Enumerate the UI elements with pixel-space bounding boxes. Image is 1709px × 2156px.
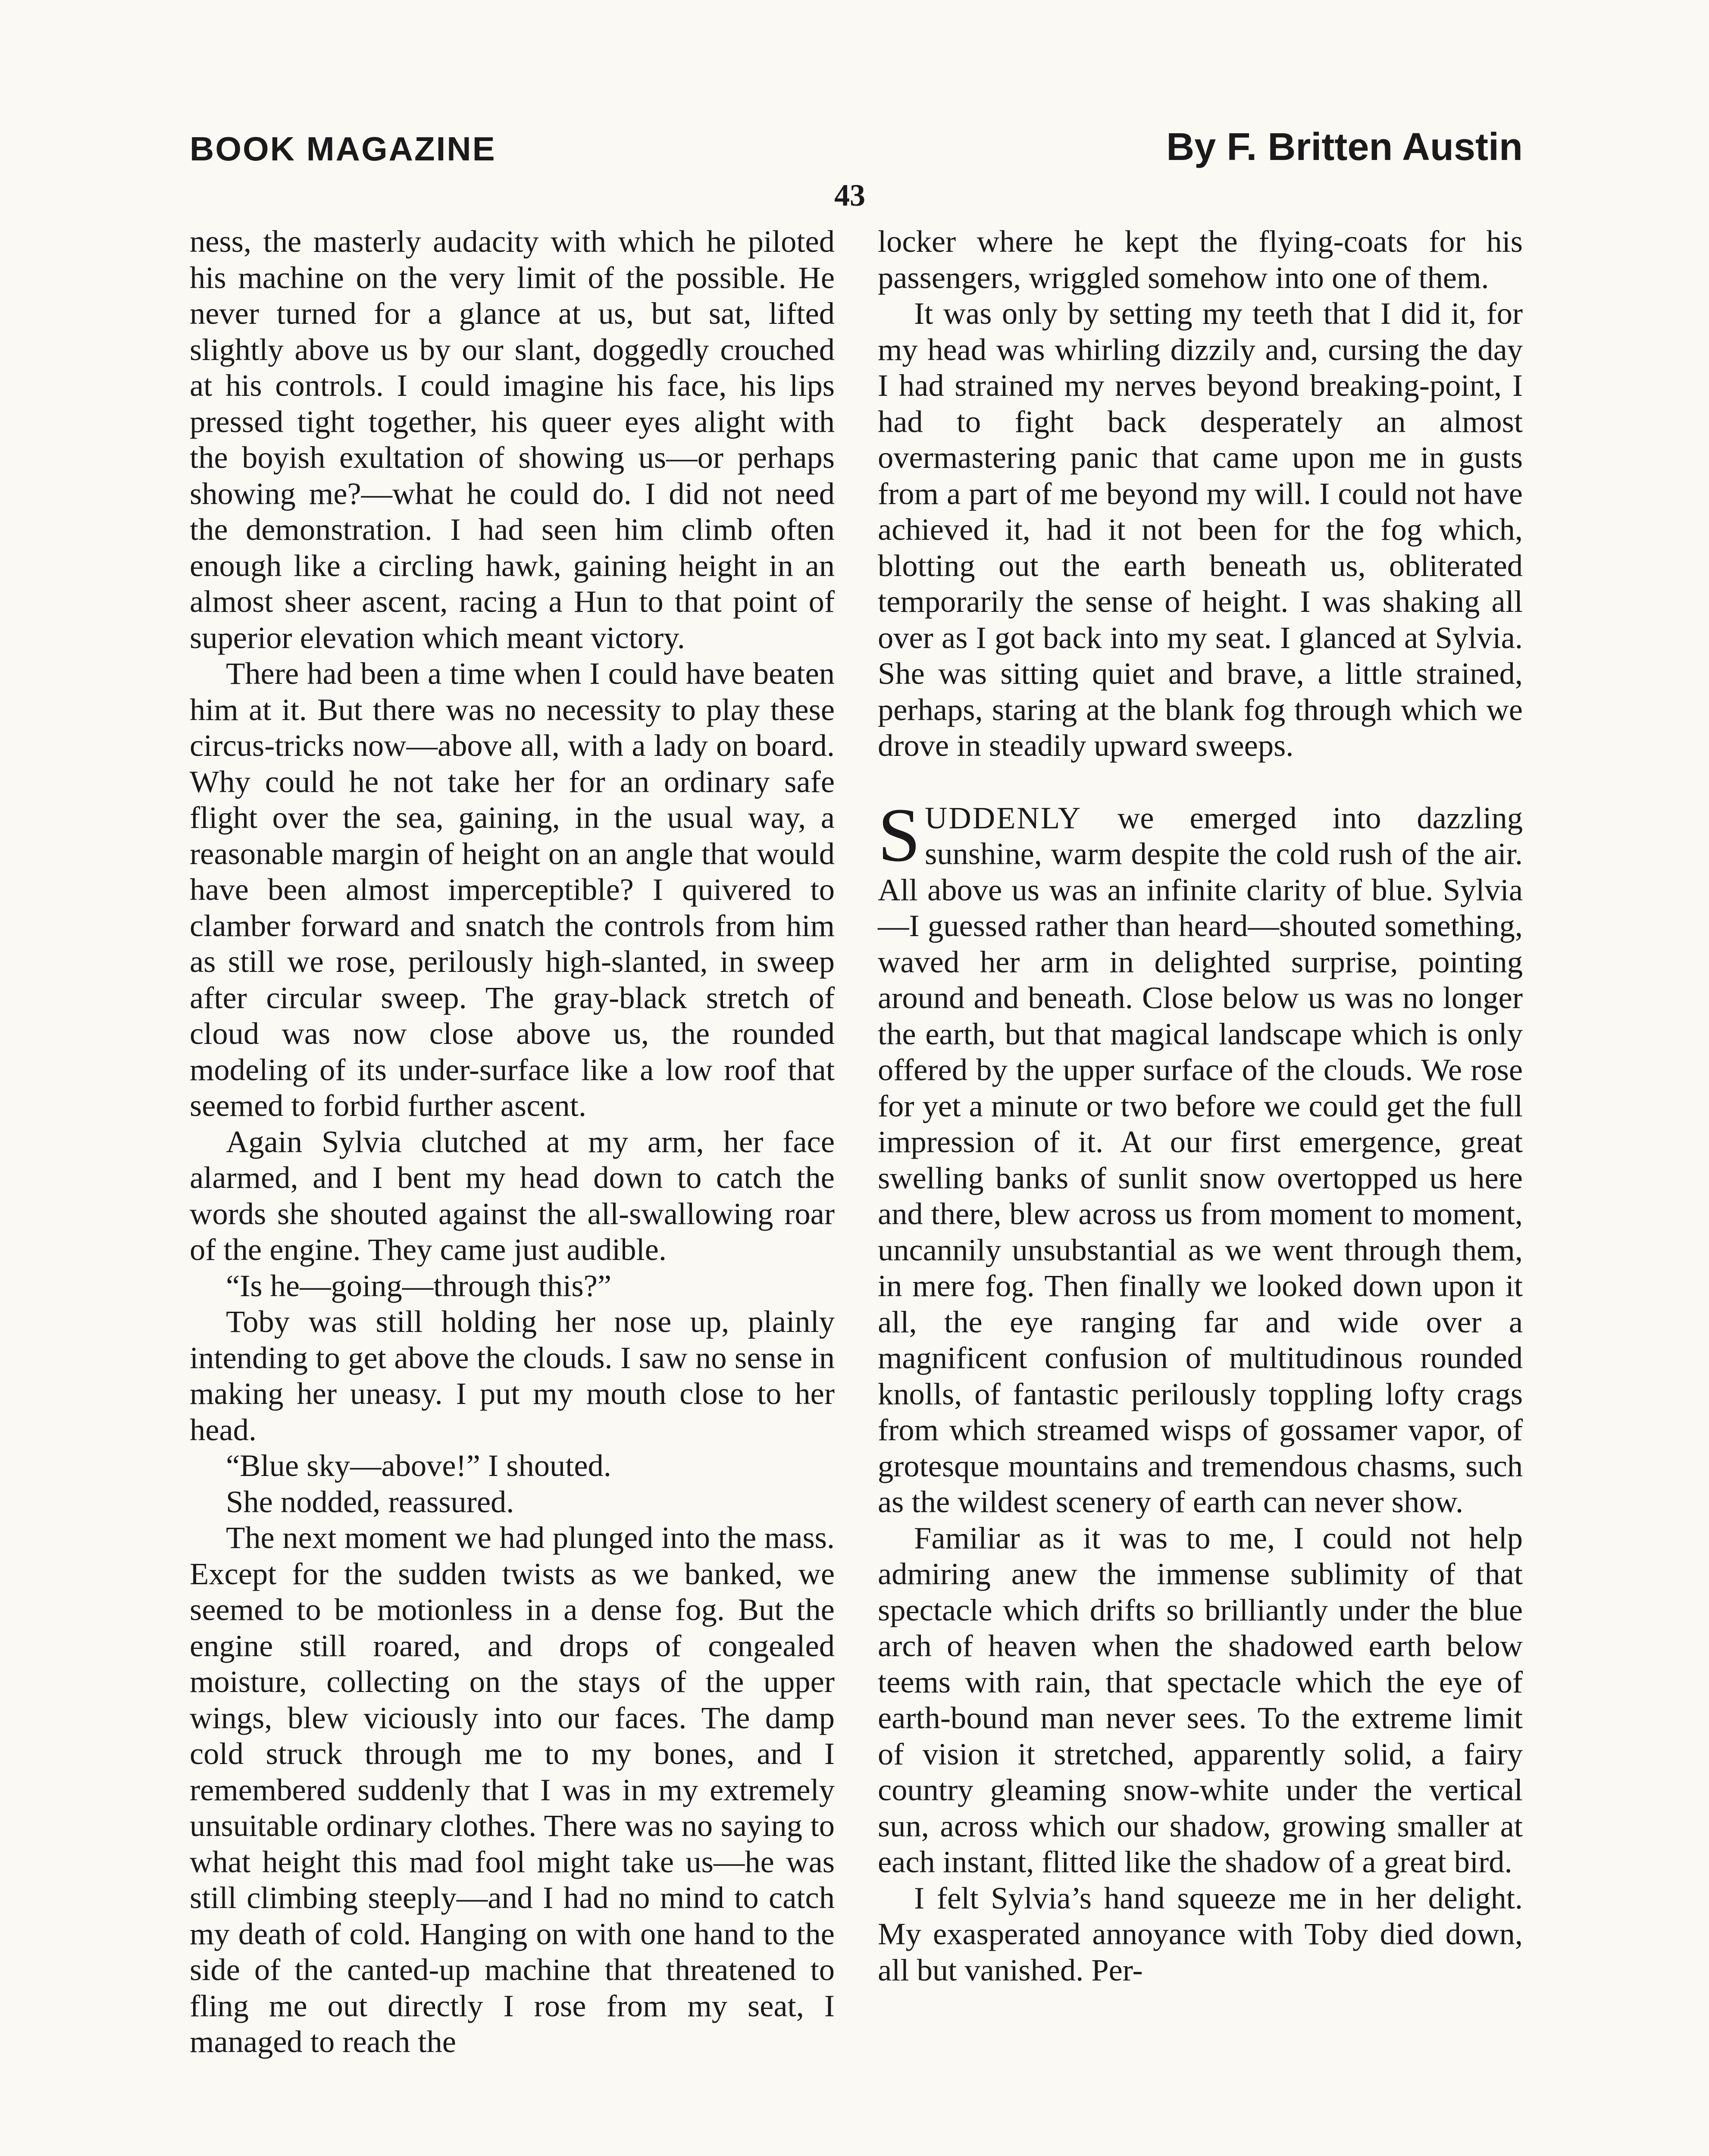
paragraph: ness, the masterly audacity with which he piloted his machine on the very limit of the possible. He never turned for a glance at us, but sat, lifted slightly above us by our slant, doggedly crouched at his controls. I could imagine his face, his lips pressed tight together, his queer eyes alight with the boyish exultation of showing us—or perhaps showing me?—what he could do. I did not need the demonstration. I had seen him climb often enough like a circling hawk, gaining height in an almost sheer ascent, racing a Hun to that point of superior elevation which meant victory.	[190, 224, 835, 655]
paragraph: Toby was still holding her nose up, plainly intending to get above the clouds. I saw no sense in making her uneasy. I put my mouth close to her head.	[190, 1304, 835, 1447]
paragraph: The next moment we had plunged into the mass. Except for the sudden twists as we banked, we seemed to be motionless in a dense fog. But the engine still roared, and drops of congealed moisture, collecting on the stays of the upper wings, blew viciously into our faces. The damp cold struck through me to my bones, and I remembered suddenly that I was in my extremely unsuitable ordinary clothes. There was no saying to what height this mad fool might take us—he was still climbing steeply—and I had no mind to catch my death of cold. Hanging on with one hand to the side of the canted-up machine that threatened to fling me out directly I rose from my seat, I managed to reach the	[190, 1520, 835, 2059]
section-opening-paragraph	[878, 792, 1523, 1520]
smallcaps-lead: UDDENLY	[925, 800, 1082, 835]
paragraph: “Is he—going—through this?”	[226, 1268, 612, 1303]
paragraph: locker where he kept the flying-coats for his passengers, wriggled somehow into one of them.	[878, 224, 1523, 295]
right-column	[878, 223, 1523, 1988]
paragraph: There had been a time when I could have beaten him at it. But there was no necessity to play these circus-tricks now—above all, with a lady on board. Why could he not take her for an ordinary safe flight over the sea, gaining, in the usual way, a reasonable margin of height on an angle that would have been almost imperceptible? I quivered to clamber forward and snatch the controls from him as still we rose, perilously high-slanted, in sweep after circular sweep. The gray-black stretch of cloud was now close above us, the rounded modeling of its under-surface like a low roof that seemed to forbid further ascent.	[190, 656, 835, 1123]
paragraph-text: we emerged into dazzling sunshine, warm despite the cold rush of the air. All above us was an infinite clarity of blue. Sylvia—I guessed rather than heard—shouted something, waved her arm in delighted surprise, pointing around and beneath. Close below us was no longer the earth, but that magical landscape which is only offered by the upper surface of the clouds. We rose for yet a minute or two before we could get the full impression of it. At our first emergence, great swelling banks of sunlit snow overtopped us here and there, blew across us from moment to moment, uncannily unsubstantial as we went through them, in mere fog. Then finally we looked down upon it all, the eye ranging far and wide over a magnificent confusion of multitudinous rounded knolls, of fantastic perilously toppling lofty crags from which streamed wisps of gossamer vapor, of grotesque mountains and tremendous chasms, such as the wildest scenery of earth can never show.	[878, 800, 1523, 1519]
paragraph: “Blue sky—above!” I shouted.	[226, 1448, 611, 1483]
paragraph: I felt Sylvia’s hand squeeze me in her delight. My exasperated annoyance with Toby died down, all but vanished. Per-	[878, 1880, 1523, 1987]
paragraph: Again Sylvia clutched at my arm, her face alarmed, and I bent my head down to catch the words she shouted against the all-swallowing roar of the engine. They came just audible.	[190, 1124, 835, 1267]
author-byline: By F. Britten Austin	[1166, 125, 1523, 169]
paragraph: It was only by setting my teeth that I did it, for my head was whirling dizzily and, cursing the day I had strained my nerves beyond breaking-point, I had to fight back desperately an almost overmastering panic that came upon me in gusts from a part of me beyond my will. I could not have achieved it, had it not been for the fog which, blotting out the earth beneath us, obliterated temporarily the sense of height. I was shaking all over as I got back into my seat. I glanced at Sylvia. She was sitting quiet and brave, a little strained, perhaps, staring at the blank fog through which we drove in steadily upward sweeps.	[878, 296, 1523, 763]
left-column	[190, 223, 835, 2060]
paragraph: Familiar as it was to me, I could not help admiring anew the immense sublimity of that spectacle which drifts so brilliantly under the blue arch of heaven when the shadowed earth below teems with rain, that spectacle which the eye of earth-bound man never sees. To the extreme limit of vision it stretched, apparently solid, a fairy country gleaming snow-white under the vertical sun, across which our shadow, growing smaller at each instant, flitted like the shadow of a great bird.	[878, 1520, 1523, 1879]
magazine-title: BOOK MAGAZINE	[190, 130, 496, 168]
paragraph: She nodded, reassured.	[226, 1484, 514, 1519]
section-break	[878, 764, 1523, 800]
drop-cap: S	[878, 792, 920, 877]
page-number: 43	[834, 178, 865, 213]
